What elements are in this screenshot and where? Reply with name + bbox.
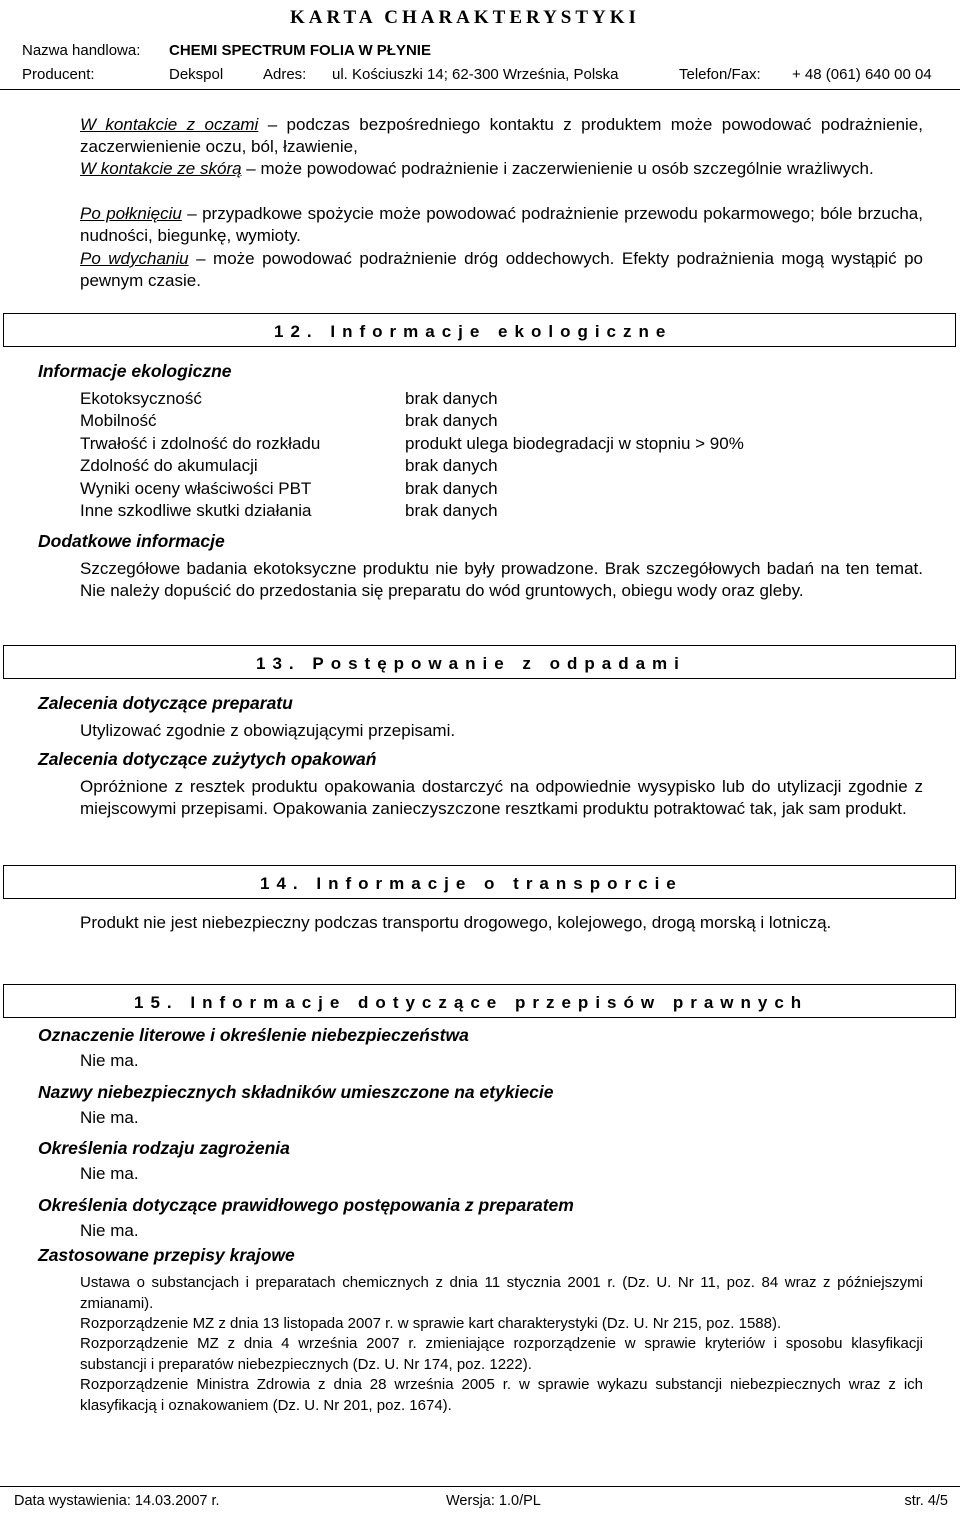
issue-date: Data wystawienia: 14.03.2007 r. — [14, 1493, 220, 1509]
section-12-header — [3, 313, 956, 347]
eco-row-value: brak danych — [405, 411, 498, 430]
trade-name-label: Nazwa handlowa: — [22, 42, 141, 59]
skin-label: W kontakcie ze skórą — [80, 159, 242, 178]
address: ul. Kościuszki 14; 62-300 Września, Polska — [332, 66, 619, 83]
inhale-text: – może powodować podrażnienie dróg oddechowych. Efekty podrażnienia mogą wystąpić po pewnym czasie. — [80, 249, 924, 290]
version: Wersja: 1.0/PL — [446, 1493, 541, 1509]
eco-row-value: brak danych — [405, 479, 498, 498]
skin-paragraph — [80, 158, 923, 180]
swallow-label: Po połknięciu — [80, 204, 182, 223]
safety-phrases-heading: Określenia dotyczące prawidłowego postępowania z preparatem — [38, 1195, 574, 1215]
hazard-letter-heading: Oznaczenie literowe i określenie niebezpieczeństwa — [38, 1025, 469, 1045]
eco-row-value: produkt ulega biodegradacji w stopniu > 90% — [405, 434, 744, 453]
eco-row-label: Wyniki oceny właściwości PBT — [80, 479, 312, 498]
regulation-item: Ustawa o substancjach i preparatach chemicznych z dnia 11 stycznia 2001 r. (Dz. U. Nr 11, poz. 84 wraz z późniejszymi zmianami). — [80, 1274, 923, 1312]
eco-row-label: Inne szkodliwe skutki działania — [80, 501, 312, 520]
eyes-text: – podczas bezpośredniego kontaktu z produktem może powodować podrażnienie, zaczerwienienie oczu, ból, łzawienie, — [80, 115, 923, 156]
eco-row-label: Zdolność do akumulacji — [80, 456, 258, 475]
eco-info-heading: Informacje ekologiczne — [38, 361, 232, 381]
footer-divider — [0, 1486, 960, 1487]
transport-text: Produkt nie jest niebezpieczny podczas transportu drogowego, kolejowego, drogą morską i lotniczą. — [80, 913, 832, 932]
address-label: Adres: — [263, 66, 307, 83]
section-12-title: 12. Informacje ekologiczne — [274, 322, 673, 341]
preparation-text: Utylizować zgodnie z obowiązującymi przepisami. — [80, 721, 456, 740]
eco-row-label: Mobilność — [80, 411, 157, 430]
section-13-title: 13. Postępowanie z odpadami — [256, 654, 686, 673]
additional-info-text: Szczegółowe badania ekotoksyczne produktu nie były prowadzone. Brak szczegółowych badań na ten temat. Nie należy dopuścić do przedostania się preparatu do wód gruntowych, obiegu wody oraz gleby. — [80, 559, 923, 600]
eco-row-value: brak danych — [405, 389, 498, 408]
eco-row-label: Trwałość i zdolność do rozkładu — [80, 434, 321, 453]
header-divider — [0, 89, 960, 90]
eyes-label: W kontakcie z oczami — [80, 115, 259, 134]
regulation-item: Rozporządzenie Ministra Zdrowia z dnia 28 września 2005 r. w sprawie wykazu substancji niebezpiecznych wraz z ich klasyfikacją i oznakowaniem (Dz. U. Nr 201, poz. 1674). — [80, 1376, 923, 1414]
phone-label: Telefon/Fax: — [679, 66, 761, 83]
inhale-label: Po wdychaniu — [80, 249, 189, 268]
swallow-text: – przypadkowe spożycie może powodować podrażnienie przewodu pokarmowego; bóle brzucha, nudności, biegunkę, wymioty. — [80, 204, 923, 245]
section-13-header — [3, 645, 956, 679]
section-15-title: 15. Informacje dotyczące przepisów prawnych — [134, 993, 809, 1012]
producer: Dekspol — [169, 66, 224, 83]
eyes-paragraph — [80, 114, 923, 158]
phone: + 48 (061) 640 00 04 — [792, 66, 932, 83]
section-15-header — [3, 984, 956, 1018]
preparation-heading: Zalecenia dotyczące preparatu — [38, 693, 293, 713]
hazard-letter-value: Nie ma. — [80, 1051, 139, 1070]
regulation-item: Rozporządzenie MZ z dnia 4 września 2007 r. zmieniające rozporządzenie w sprawie kryteriów i sposobu klasyfikacji substancji i preparatów niebezpiecznych (Dz. U. Nr 174, poz. 1222). — [80, 1335, 923, 1373]
inhale-paragraph — [80, 248, 923, 292]
trade-name: CHEMI SPECTRUM FOLIA W PŁYNIE — [169, 42, 431, 59]
additional-info-heading: Dodatkowe informacje — [38, 531, 225, 551]
eco-row-value: brak danych — [405, 501, 498, 520]
skin-text: – może powodować podrażnienie i zaczerwienienie u osób szczególnie wrażliwych. — [241, 159, 874, 178]
producer-label: Producent: — [22, 66, 95, 83]
risk-phrases-value: Nie ma. — [80, 1164, 139, 1183]
label-components-heading: Nazwy niebezpiecznych składników umieszczone na etykiecie — [38, 1082, 554, 1102]
swallow-paragraph — [80, 203, 923, 247]
eco-row-value: brak danych — [405, 456, 498, 475]
packaging-heading: Zalecenia dotyczące zużytych opakowań — [38, 749, 377, 769]
document-title: KARTA CHARAKTERYSTYKI — [290, 7, 640, 28]
eco-row-label: Ekotoksyczność — [80, 389, 202, 408]
label-components-value: Nie ma. — [80, 1108, 139, 1127]
page-number: str. 4/5 — [904, 1493, 948, 1509]
risk-phrases-heading: Określenia rodzaju zagrożenia — [38, 1138, 290, 1158]
safety-phrases-value: Nie ma. — [80, 1221, 139, 1240]
packaging-text: Opróżnione z resztek produktu opakowania dostarczyć na odpowiednie wysypisko lub do utylizacji zgodnie z miejscowymi przepisami. Opakowania zanieczyszczone resztkami produktu potraktować tak, jak sam produkt. — [80, 777, 923, 818]
section-14-header — [3, 865, 956, 899]
regulation-item: Rozporządzenie MZ z dnia 13 listopada 2007 r. w sprawie kart charakterystyki (Dz. U. Nr 215, poz. 1588). — [80, 1315, 782, 1332]
national-regulations-heading: Zastosowane przepisy krajowe — [38, 1245, 295, 1265]
section-14-title: 14. Informacje o transporcie — [260, 874, 683, 893]
